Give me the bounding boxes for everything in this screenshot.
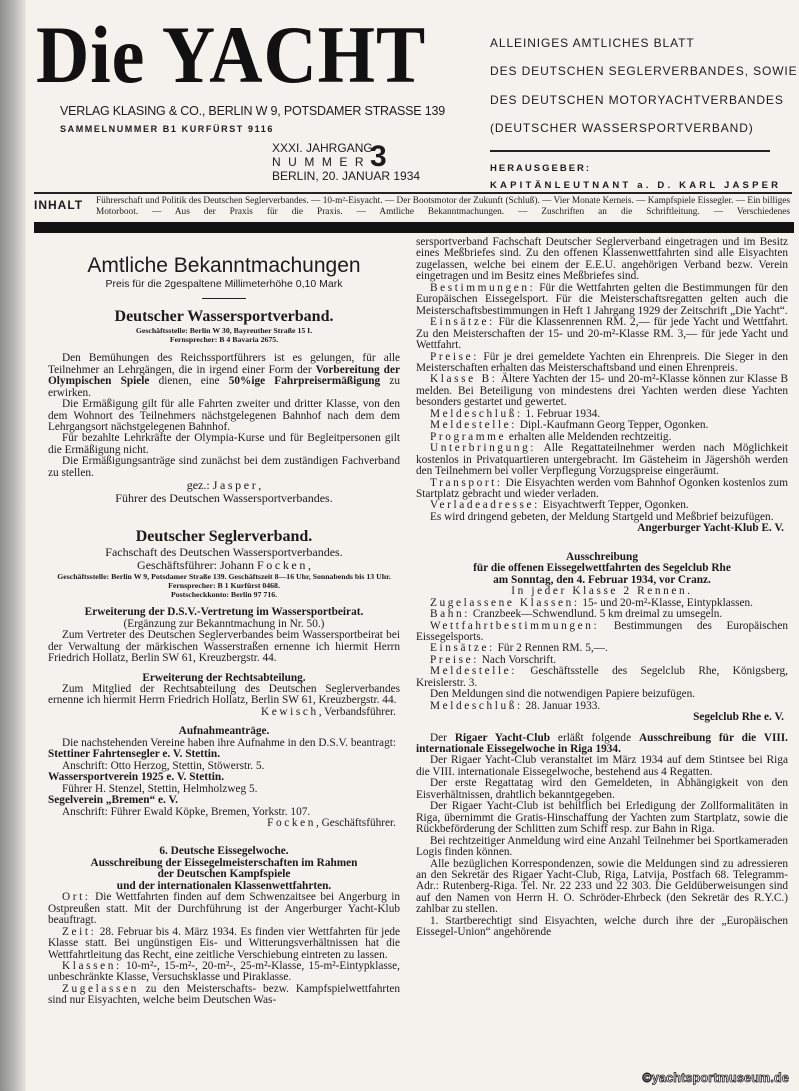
paragraph — [416, 836, 788, 859]
paragraph — [416, 801, 788, 835]
text-run: Einsätze: — [430, 642, 495, 655]
text-run: Verladeadresse: — [430, 499, 540, 512]
paragraph — [416, 443, 788, 477]
text-run: , — [258, 478, 262, 493]
volume-label: XXXI. JAHRGANG — [272, 141, 373, 155]
section-title — [48, 254, 400, 278]
text-run: Für die Klassenrennen RM. 2,— für jede Yacht und Wettfahrt. Zu den Meisterschaften der 15- und 20-m²-Klasse RM. 3,— für jede Yacht und Wettfahrt. — [416, 316, 788, 352]
text-run: Geschäftsstelle des Segelclub Rhe, Königsberg, Kreislerstr. 3. — [416, 665, 788, 689]
text-run: Rigaer Yacht-Club — [454, 731, 551, 744]
scan-binding-shadow — [0, 0, 26, 1091]
divider — [202, 298, 246, 299]
text-run: Zum Mitglied der Rechtsabteilung des Deutschen Seglerverbandes ernenne ich hiermit Herrn Friedrich Hollatz, Berlin SW 61, Kreuzbergstr. 44. — [48, 683, 400, 707]
paragraph — [416, 237, 788, 283]
text-run: der Deutschen Kampfspiele — [157, 868, 291, 881]
paragraph — [48, 961, 400, 984]
contents-label: INHALT — [34, 198, 84, 212]
text-run: Einsätze: — [430, 316, 495, 329]
text-run: Segelverein „Bremen“ e. V. — [48, 794, 179, 807]
text-run: Meldestelle: — [430, 419, 518, 432]
publisher-phone: SAMMELNUMMER B1 KURFÜRST 9116 — [60, 124, 274, 134]
masthead-title: Die YACHT — [36, 9, 427, 100]
paragraph — [48, 456, 400, 479]
text-run: Bei rechtzeitiger Anmeldung wird eine Anzahl Teilnehmer bei Sportkameraden Logis finden können. — [416, 834, 788, 859]
text-run: Deutscher Seglerverband. — [135, 528, 313, 546]
text-run: Focken — [257, 558, 308, 573]
text-run: Wassersportverein 1925 e. V. Stettin. — [48, 771, 225, 784]
paragraph — [416, 859, 788, 916]
text-run: Cranzbeek—Schwendlund. 5 km dreimal zu umsegeln. — [470, 608, 723, 621]
watermark: ©yachtsportmuseum.de — [642, 1071, 789, 1085]
text-run: Zeit: — [62, 925, 97, 938]
text-run: für die offenen Eissegelwettfahrten des Segelclub Rhe — [473, 562, 731, 575]
paragraph — [48, 892, 400, 926]
text-run: 1. Startberechtigt sind Eisyachten, welche durch ihre der „Europäischen Eissegel-Union“ angehörende — [416, 914, 788, 939]
text-run: Angerburger Yacht-Klub E. V. — [637, 522, 784, 535]
text-run: Jasper — [212, 478, 259, 493]
tagline-line: DES DEUTSCHEN SEGLERVERBANDES, SOWIE — [490, 64, 798, 78]
text-run: Führer H. Stenzel, Stettin, Helmholzweg 5. — [62, 782, 258, 795]
paragraph — [416, 733, 788, 756]
text-run: Ausschreibung für die VIII. internationale Eissegelwoche in Riga 1934. — [416, 731, 788, 756]
text-run: Der Rigaer Yacht-Club veranstaltet im März 1934 auf dem Stintsee bei Riga die VIII. internationale Eissegelwoche, bestehend aus 4 Regatten. — [416, 754, 788, 778]
paragraph — [48, 433, 400, 456]
text-run: gez.: — [186, 478, 213, 493]
signature — [48, 707, 400, 718]
text-run: Unterbringung: — [430, 442, 537, 455]
text-run: Zugelassene Klassen: — [430, 596, 580, 609]
text-run: Eisyachtwerft Tepper, Ogonken. — [539, 499, 689, 512]
text-run: Geschäftsführer: Johann — [137, 558, 258, 573]
heading — [48, 527, 400, 546]
editor-name: KAPITÄNLEUTNANT a. D. KARL JASPER — [490, 180, 782, 191]
paragraph — [416, 778, 788, 801]
text-run: Bestimmungen des Europäischen Eissegelsports. — [416, 619, 788, 643]
text-run: , — [307, 558, 311, 573]
text-run: Den Meldungen sind die notwendigen Papiere beizufügen. — [430, 688, 696, 701]
text-run: Wettfahrtbestimmungen: — [430, 619, 600, 632]
issue-number: 3 — [370, 140, 387, 173]
paragraph — [416, 478, 788, 501]
text-run: Klassen: — [62, 959, 122, 972]
signature — [416, 712, 788, 723]
text-run: Postscheckkonto: Berlin 97 716. — [170, 590, 278, 600]
text-run: Erweiterung der D.S.V.-Vertretung im Wassersportbeirat. — [84, 606, 364, 619]
paragraph — [48, 984, 400, 1007]
paragraph — [416, 916, 788, 939]
text-run: Fachschaft des Deutschen Wassersportverbandes. — [105, 545, 343, 560]
text-run: 10-m²-, 15-m²-, 20-m²-, 25-m²-Klasse, 15-m²-Eintypklasse, unbeschränkte Klasse, Versuchsklasse und Piraklasse. — [48, 959, 400, 984]
text-run: (Ergänzung zur Bekanntmachung in Nr. 50.) — [123, 617, 325, 630]
text-run: Ausschreibung — [566, 550, 638, 563]
text-run: Dipl.-Kaufmann Georg Tepper, Ogonken. — [517, 419, 709, 432]
publisher-address: VERLAG KLASING & CO., BERLIN W 9, POTSDAMER STRASSE 139 — [60, 104, 445, 118]
text-run: Klasse B: — [430, 373, 498, 386]
text-run: Für die Wettfahrten gelten die Bestimmungen für den Europäischen Eissegelsport. Für die Meisterschaftsregatten gelten auch die Meisterschaftsbestimmungen in Heft 1 Jahrgang 1929 der Zeitschrift „Die Yacht“. — [416, 281, 788, 317]
text-run: Die Eisyachten werden vom Bahnhof Ogonken kostenlos zum Startplatz gebracht und wieder verladen. — [416, 476, 788, 500]
paragraph — [48, 399, 400, 433]
text-run: Erweiterung der Rechtsabteilung. — [142, 671, 306, 684]
centered-line — [48, 559, 400, 572]
text-run: 28. Februar bis 4. März 1934. Es finden vier Wettfahrten für jede Klasse statt. Bei ungünstigen Eis- und Witterungsverhältnissen hat die Wettfahrtleitung das Recht, eine zeitliche Verschiebung eintreten zu lassen. — [48, 925, 400, 961]
text-run: Preise: — [430, 350, 479, 363]
text-run: Meldeschluß: — [430, 407, 523, 420]
left-column — [48, 250, 400, 1007]
text-run: Segelclub Rhe e. V. — [693, 711, 784, 724]
text-run: 1. Februar 1934. — [522, 407, 601, 420]
text-run: Der Rigaer Yacht-Club ist behilflich bei Erledigung der Zollformalitäten in Riga, übernimmt die Gratis-Hinschaffung der Yachten zum Startplatz, sowie die Rückbeförderung der Schlitten zum Schiff resp. zur Bahn in Riga. — [416, 800, 788, 836]
text-run: Es wird dringend gebeten, der Meldung Startgeld und Meßbrief beizufügen. — [430, 510, 774, 523]
text-run: Focken — [267, 816, 316, 829]
centered-line — [48, 492, 400, 505]
spacer — [48, 505, 400, 514]
text-run: Preise: — [430, 653, 479, 666]
text-run: Meldeschluß: — [430, 699, 523, 712]
paragraph — [416, 374, 788, 408]
paragraph — [48, 630, 400, 664]
signature — [48, 818, 400, 829]
black-rule-bar — [34, 222, 794, 233]
divider — [34, 192, 792, 194]
text-run: Die nachstehenden Vereine haben ihre Aufnahme in den D.S.V. beantragt: — [62, 736, 396, 749]
tagline-line: (DEUTSCHER WASSERSPORTVERBAND) — [490, 121, 754, 135]
text-run: und der internationalen Klassenwettfahrten. — [116, 879, 332, 892]
text-run: erhalten alle Meldenden rechtzeitig. — [506, 430, 672, 443]
section-subtitle — [48, 278, 400, 291]
paragraph — [48, 927, 400, 961]
tagline-line: ALLEINIGES AMTLICHES BLATT — [490, 36, 695, 50]
spacer — [416, 535, 788, 544]
text-run: 28. Januar 1933. — [522, 699, 601, 712]
contact-info — [48, 590, 400, 599]
paragraph — [48, 684, 400, 707]
divider — [490, 150, 770, 152]
right-column — [416, 237, 788, 939]
text-run: , Geschäftsführer. — [316, 816, 396, 829]
editor-label: HERAUSGEBER: — [490, 163, 592, 174]
text-run: Alle Regattateilnehmer werden nach Möglichkeit kostenlos in Privatquartieren untergebracht. Im Gästeheim in Jägershöh werden den Teilnehmern bei voller Verpflegung Vorzugspreise eingeräumt. — [416, 442, 788, 478]
text-run: Meldestelle: — [430, 665, 518, 678]
text-run: Programme — [430, 430, 507, 443]
text-run: Anschrift: Otto Herzog, Stettin, Stöwerstr. 5. — [62, 759, 265, 772]
paragraph — [416, 621, 788, 644]
text-run: Die Wettfahrten finden auf dem Schwenzaitsee bei Angerburg in Ostpreußen statt. Mit der Durchführung ist der Angerburger Yacht-Klub beauftragt. — [48, 891, 400, 927]
tagline-line: DES DEUTSCHEN MOTORYACHTVERBANDES — [490, 93, 784, 107]
text-run: Zugelassen — [62, 982, 139, 995]
paragraph — [416, 352, 788, 375]
text-run: Geschäftsstelle: Berlin W 9, Potsdamer Straße 139. Geschäftszeit 8—16 Uhr, Sonnabends bis 13 Uhr. Fernsprecher: B 1 Kurfürst 0468. — [57, 572, 391, 591]
spacer — [48, 514, 400, 523]
text-run: Aufnahmeanträge. — [178, 725, 270, 738]
text-run: Stettiner Fahrtensegler e. V. Stettin. — [48, 748, 221, 761]
text-run: Ort: — [62, 891, 91, 904]
heading — [48, 307, 400, 326]
text-run: Bestimmungen: — [430, 281, 536, 294]
paragraph — [48, 353, 400, 399]
text-run: 15- und 20-m²-Klasse, Eintypklassen. — [579, 596, 754, 609]
text-run: Die Ermäßigung gilt für alle Fahrten zweiter und dritter Klasse, von den dem Wohnort des Teilnehmers nächstgelegenen Bahnhof nach dem dem Lehrgangsort nächstgelegenen Bahnhof. — [48, 398, 400, 434]
text-run: Zum Vertreter des Deutschen Seglerverbandes beim Wassersportbeirat bei der Verwaltung der märkischen Wasserstraßen ernenne ich hiermit Herrn Friedrich Hollatz, Berlin SW 61, Kreuzbergstr. 44. — [48, 629, 400, 665]
issue-number-label: NUMMER — [272, 155, 371, 169]
text-run: zu den Meisterschafts- bezw. Kampfspielwettfahrten sind nur Eisyachten, welche beim Deutschen Was- — [48, 982, 400, 1007]
paragraph — [416, 755, 788, 778]
text-run: Transport: — [430, 476, 503, 489]
text-run: , Verbandsführer. — [318, 705, 396, 718]
text-run: zu erwirken. — [48, 375, 401, 399]
text-run: Der — [430, 731, 455, 744]
text-run: dienen, eine — [149, 375, 229, 388]
text-run: Den Bemühungen des Reichssportführers ist es gelungen, für alle Teilnehmer an Lehrgängen, die in irgend einer Form der — [48, 352, 400, 376]
text-run: Amtliche Bekanntmachungen — [87, 254, 361, 277]
text-run: Die Ermäßigungsanträge sind zunächst bei dem zuständigen Fachverband zu stellen. — [48, 455, 400, 479]
text-run: Für 2 Rennen RM. 5,—. — [494, 642, 608, 655]
text-run: Der erste Regattatag wird den Gemeldeten, in Abhängigkeit von den Eisverhältnissen, drahtlich bekanntgegeben. — [416, 777, 788, 801]
text-run: Führer des Deutschen Wassersportverbandes. — [115, 491, 333, 506]
text-run: 50%ige Fahrpreisermäßigung — [228, 375, 381, 388]
text-run: Nach Vorschrift. — [478, 653, 557, 666]
text-run: erläßt folgende — [550, 731, 639, 744]
text-run: am Sonntag, den 4. Februar 1934, vor Cranz. — [493, 573, 711, 586]
paragraph — [416, 283, 788, 317]
text-run: Kewisch — [260, 705, 319, 718]
contact-info — [48, 326, 400, 335]
text-run: Für bezahlte Lehrkräfte der Olympia-Kurse und für Begleitpersonen gilt die Ermäßigung nicht. — [48, 432, 400, 456]
contact-info — [48, 335, 400, 344]
text-run: 6. Deutsche Eissegelwoche. — [159, 845, 289, 858]
paragraph — [416, 666, 788, 689]
text-run: Geschäftsstelle: Berlin W 30, Bayreuther Straße 15 I. — [135, 326, 313, 336]
text-run: Fernsprecher: B 4 Bavaria 2675. — [169, 335, 279, 345]
text-run: Vorbereitung der Olympischen Spiele — [48, 363, 400, 388]
text-run: Deutscher Wassersportverband. — [114, 308, 334, 326]
text-run: Anschrift: Führer Ewald Köpke, Bremen, Yorkstr. 107. — [62, 805, 311, 818]
text-run: In jeder Klasse 2 Rennen. — [511, 585, 693, 598]
paragraph — [416, 317, 788, 351]
text-run: sersportverband Fachschaft Deutscher Seglerverband eingetragen und im Besitz eines Meßbriefes sind. Zu den offenen Klassenwettfahrten sind alle Eisyachten zugelassen, welche bei einem der E.E.U. angehörigen Verband bezw. Verein eingetragen und im Besitz eines Meßbriefes sind. — [416, 236, 788, 283]
contents-text: Führerschaft und Politik des Deutschen Seglerverbandes. — 10-m²-Eisyacht. — Der Bootsmotor der Zukunft (Schluß). — Vier Monate Kerneis. — Kampfspiele Eissegler. — Ein billiges Motorboot. — Aus der Praxis für die Praxis. — Amtliche Bekanntmachungen. — Zuschriften an die Schriftleitung. — Verschiedenes — [96, 196, 791, 217]
text-run: Alle bezüglichen Korrespondenzen, sowie die Meldungen sind zu adressieren an den Sekretär des Rigaer Yacht-Club, Riga, Latvija, Postfach 68. Telegramm-Adr.: Rutenberg-Riga. Tel. Nr. 22 233 und 22 303. Die Geldüberweisungen sind auf den Namen von Herrn H. O. Schröder-Ehrbeck (den Sekretär des R.Y.C.) zahlbar zu stellen. — [416, 857, 788, 916]
text-run: Ältere Yachten der 15- und 20-m²-Klasse können zur Klasse B melden. Bei Beteiligung von mindestens drei Yachten werden diese Yachten besonders gestartet und gewertet. — [416, 373, 789, 409]
issue-date: BERLIN, 20. JANUAR 1934 — [272, 169, 421, 183]
contact-info — [48, 572, 400, 590]
text-run: Bahn: — [430, 608, 470, 621]
text-run: Ausschreibung der Eissegelmeisterschaften im Rahmen — [90, 856, 358, 869]
spacer — [48, 829, 400, 838]
text-run: Preis für die 2gespaltene Millimeterhöhe 0,10 Mark — [105, 278, 343, 290]
text-run: Für je drei gemeldete Yachten ein Ehrenpreis. Die Sieger in den Meisterschaften erhalten das Meisterschaftsband und einen Ehrenpreis. — [416, 350, 788, 374]
signature — [416, 523, 788, 534]
